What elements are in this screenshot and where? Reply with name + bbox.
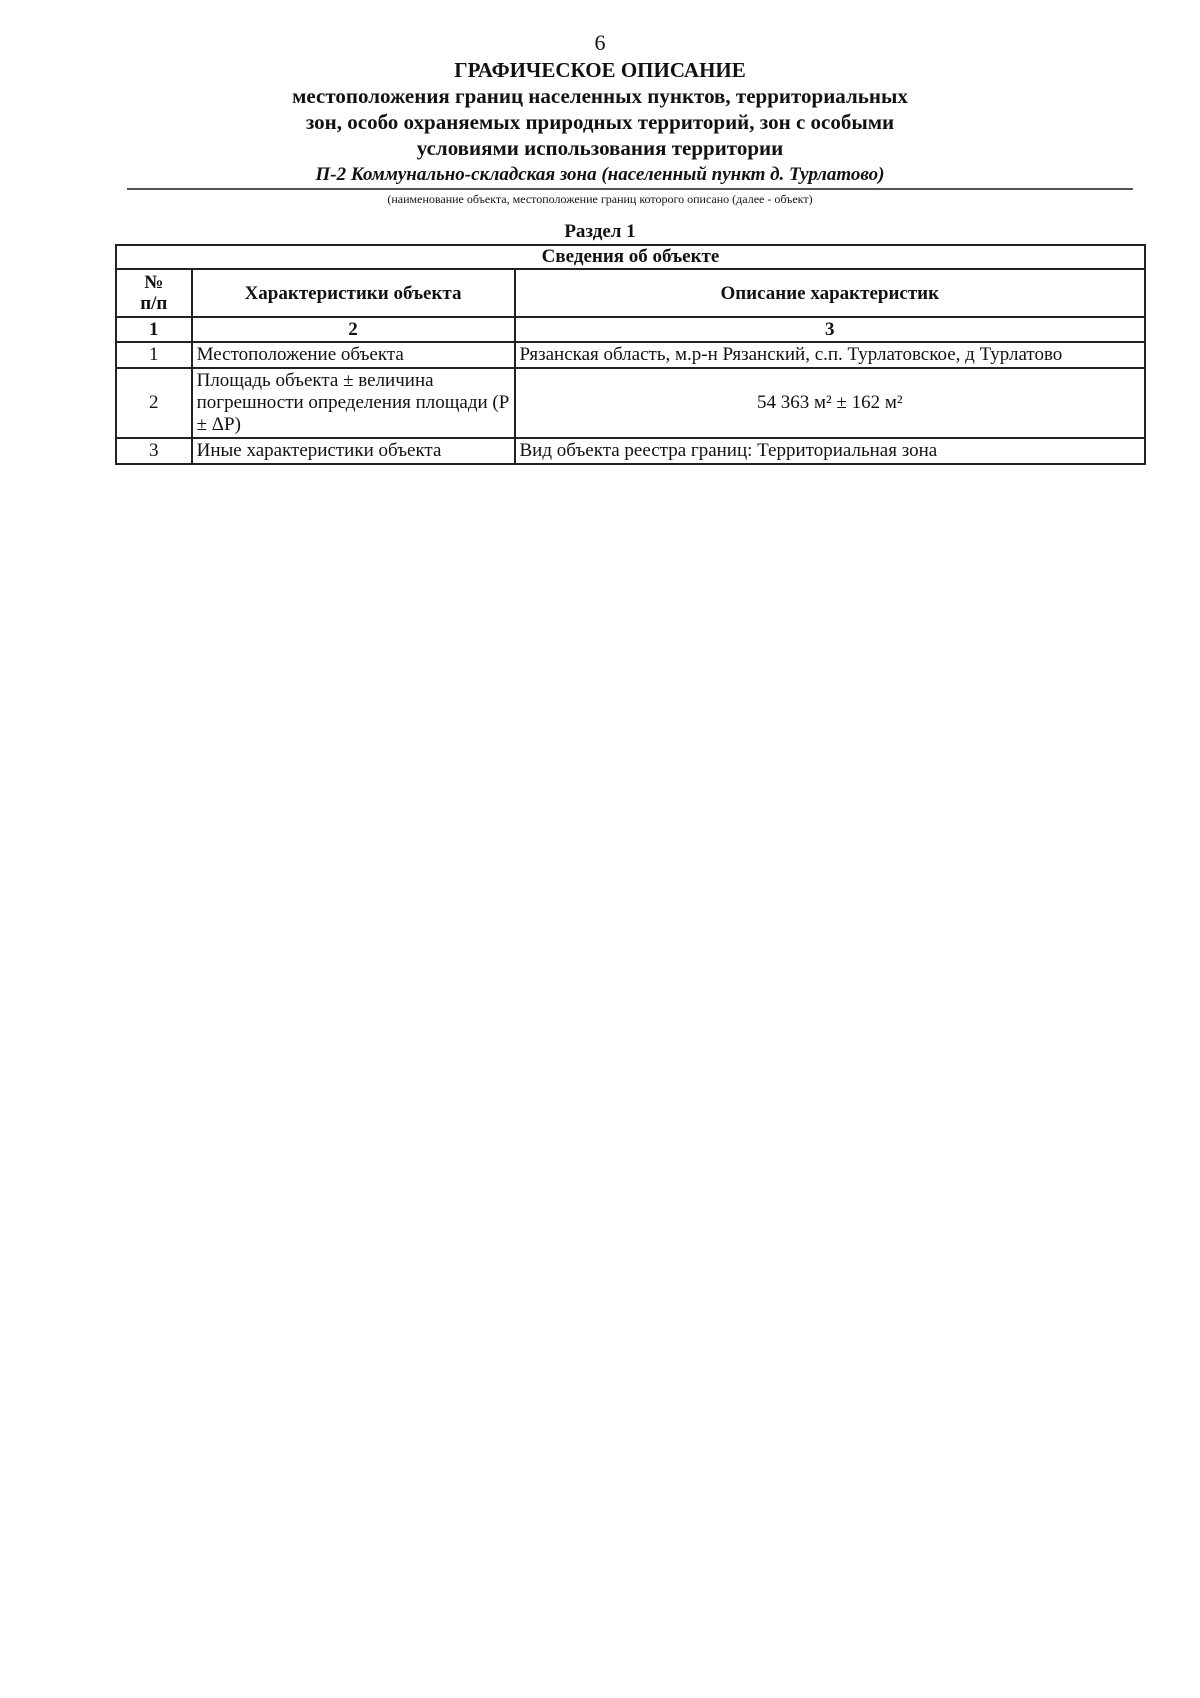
title-main: ГРАФИЧЕСКОЕ ОПИСАНИЕ — [454, 58, 746, 82]
row-number: 2 — [116, 368, 192, 438]
row-description: Вид объекта реестра границ: Территориальная зона — [515, 438, 1146, 464]
row-characteristic: Площадь объекта ± величина погрешности определения площади (P ± ΔP) — [192, 368, 515, 438]
column-number-3: 3 — [515, 317, 1146, 342]
column-number-1: 1 — [116, 317, 192, 342]
object-name: П-2 Коммунально-складская зона (населенный пункт д. Турлатово) — [315, 164, 885, 185]
column-header-num — [116, 269, 192, 317]
row-description: 54 363 м² ± 162 м² — [515, 368, 1146, 438]
title-line-1: местоположения границ населенных пунктов, территориальных — [292, 84, 908, 108]
section-title: Раздел 1 — [564, 221, 636, 242]
column-header-characteristic: Характеристики объекта — [192, 269, 515, 317]
row-characteristic: Иные характеристики объекта — [192, 438, 515, 464]
column-header-num-line-2: п/п — [140, 293, 168, 314]
page-number: 6 — [594, 30, 606, 55]
table-row — [116, 368, 1145, 438]
column-header-description: Описание характеристик — [515, 269, 1146, 317]
object-caption: (наименование объекта, местоположение границ которого описано (далее - объект) — [387, 192, 813, 206]
object-info-table — [115, 244, 1146, 465]
column-header-num-line-1: № — [144, 272, 164, 293]
table-row — [116, 342, 1145, 368]
row-characteristic: Местоположение объекта — [192, 342, 515, 368]
object-name-underline — [127, 188, 1133, 190]
title-line-3: условиями использования территории — [416, 136, 784, 160]
column-number-2: 2 — [192, 317, 515, 342]
row-description: Рязанская область, м.р-н Рязанский, с.п. Турлатовское, д Турлатово — [515, 342, 1146, 368]
table-title: Сведения об объекте — [116, 245, 1145, 269]
row-number: 3 — [116, 438, 192, 464]
title-line-2: зон, особо охраняемых природных территорий, зон с особыми — [305, 110, 895, 134]
document-title — [0, 57, 1200, 161]
row-number: 1 — [116, 342, 192, 368]
table-row — [116, 438, 1145, 464]
